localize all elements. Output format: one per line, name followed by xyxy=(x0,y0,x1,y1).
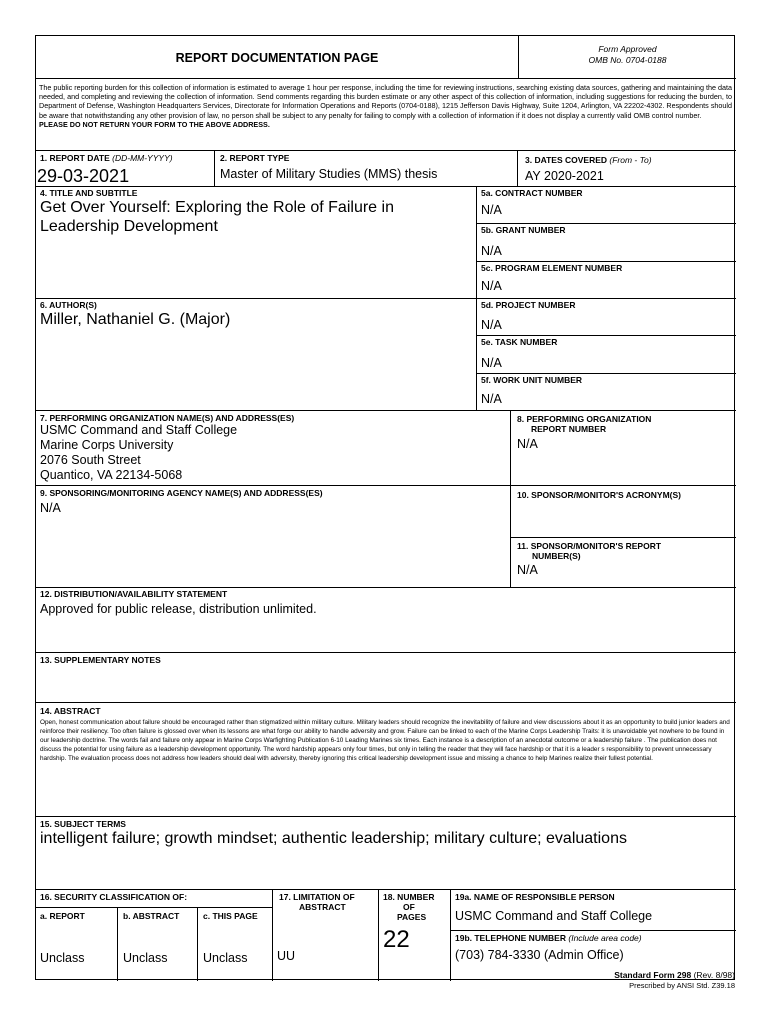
report-date-hint: (DD-MM-YYYY) xyxy=(112,153,173,163)
field-classification-this-page[interactable] xyxy=(197,907,272,981)
distribution-value: Approved for public release, distribution unlimited. xyxy=(40,602,317,616)
pages-label-1: 18. NUMBER xyxy=(383,892,435,902)
sponsor-report-label-2: NUMBER(S) xyxy=(532,551,581,561)
form-name: Standard Form 298 xyxy=(614,970,692,980)
program-element-label: 5c. PROGRAM ELEMENT NUMBER xyxy=(481,263,623,273)
header-approval-cell xyxy=(518,36,736,78)
field-sponsor-acronym[interactable] xyxy=(510,485,736,537)
field-contract-number[interactable] xyxy=(476,186,736,223)
performing-report-value: N/A xyxy=(517,437,538,451)
telephone-label: 19b. TELEPHONE NUMBER xyxy=(455,933,566,943)
field-report-date[interactable] xyxy=(36,150,214,186)
performing-org-line-3: 2076 South Street xyxy=(40,453,141,467)
field-classification-report[interactable] xyxy=(36,907,117,981)
responsible-person-value: USMC Command and Staff College xyxy=(455,909,653,923)
field-grant-number[interactable] xyxy=(476,223,736,261)
field-number-of-pages[interactable] xyxy=(378,889,450,981)
field-sponsoring-agency[interactable] xyxy=(36,485,510,587)
sponsor-report-value: N/A xyxy=(517,563,538,577)
authors-label: 6. AUTHOR(S) xyxy=(40,300,97,310)
subject-terms-value: intelligent failure; growth mindset; authentic leadership; military culture; evaluations xyxy=(40,830,627,847)
performing-org-line-4: Quantico, VA 22134-5068 xyxy=(40,468,183,482)
work-unit-value: N/A xyxy=(481,392,502,406)
form-revision: (Rev. 8/98) xyxy=(693,970,735,980)
field-supplementary-notes[interactable] xyxy=(36,652,736,702)
sponsoring-agency-value: N/A xyxy=(40,501,61,515)
dates-covered-label: 3. DATES COVERED xyxy=(525,155,608,165)
field-classification-abstract[interactable] xyxy=(117,907,197,981)
sponsor-acronym-label: 10. SPONSOR/MONITOR'S ACRONYM(S) xyxy=(517,490,682,500)
performing-org-line-1: USMC Command and Staff College xyxy=(40,423,238,437)
field-performing-organization[interactable] xyxy=(36,410,510,485)
classification-report-value: Unclass xyxy=(40,951,85,965)
page-title: REPORT DOCUMENTATION PAGE xyxy=(175,51,379,65)
classification-this-page-value: Unclass xyxy=(203,951,248,965)
field-dates-covered[interactable] xyxy=(517,150,736,186)
limitation-label-2: ABSTRACT xyxy=(299,902,346,912)
field-task-number[interactable] xyxy=(476,335,736,373)
task-number-value: N/A xyxy=(481,356,502,370)
distribution-label: 12. DISTRIBUTION/AVAILABILITY STATEMENT xyxy=(40,589,228,599)
classification-abstract-label: b. ABSTRACT xyxy=(123,911,180,921)
project-number-label: 5d. PROJECT NUMBER xyxy=(481,300,576,310)
performing-report-label-2: REPORT NUMBER xyxy=(531,424,607,434)
field-limitation-of-abstract[interactable] xyxy=(272,889,378,981)
field-report-type[interactable] xyxy=(214,150,517,186)
field-authors[interactable] xyxy=(36,298,476,410)
contract-number-value: N/A xyxy=(481,203,502,217)
field-abstract[interactable] xyxy=(36,702,736,816)
omb-number: OMB No. 0704-0188 xyxy=(588,55,667,65)
telephone-hint: (Include area code) xyxy=(568,933,642,943)
classification-abstract-value: Unclass xyxy=(123,951,168,965)
report-documentation-form xyxy=(35,35,735,980)
prescribed-by: Prescribed by ANSI Std. Z39.18 xyxy=(629,981,735,990)
burden-notice xyxy=(36,78,736,150)
performing-org-label: 7. PERFORMING ORGANIZATION NAME(S) AND ADDRESS(ES) xyxy=(40,413,295,423)
report-type-label: 2. REPORT TYPE xyxy=(220,153,290,163)
field-responsible-person[interactable] xyxy=(450,889,736,930)
contract-number-label: 5a. CONTRACT NUMBER xyxy=(481,188,583,198)
task-number-label: 5e. TASK NUMBER xyxy=(481,337,558,347)
field-performing-org-report-number[interactable] xyxy=(510,410,736,485)
sponsor-report-label-1: 11. SPONSOR/MONITOR'S REPORT xyxy=(517,541,662,551)
performing-org-line-2: Marine Corps University xyxy=(40,438,174,452)
limitation-label-1: 17. LIMITATION OF xyxy=(279,892,355,902)
program-element-value: N/A xyxy=(481,279,502,293)
work-unit-label: 5f. WORK UNIT NUMBER xyxy=(481,375,583,385)
report-date-label: 1. REPORT DATE xyxy=(40,153,110,163)
title-label: 4. TITLE AND SUBTITLE xyxy=(40,188,138,198)
dates-covered-value: AY 2020-2021 xyxy=(525,169,604,183)
header-title-cell xyxy=(36,36,518,78)
abstract-text: Open, honest communication about failure should be encouraged rather than stigmatized within military culture. Military leaders should recognize the inevitability of failure and view discussions about it as an opportunity to build junior leaders and reinforce their resiliency. Too often failure is glossed over when its lessons are what forge our ability to handle adversity and grow. Failure can be linked to each of the Marine Corps Leadership Traits: it is unavoidable yet nowhere to be found in our leadership doctrine. The words fail and failure only appear in Marine Corps Warfighting Publication 6-10 Leading Marines six times. Each instance is a description of an anecdotal outcome or a leadership failure . The publication does not discuss the potential for using failure as a leadership development opportunity. The word hardship appears only four times, but only in telling the reader that they will face hardship or that it is a leader s responsibility to prevent unnecessary hardship. The evaluation process does not address how leaders should deal with adversity, thereby ignoring this critical leadership development issue and missing a chance to help Marines realize their fullest potential. xyxy=(40,719,730,762)
form-footer xyxy=(614,970,735,991)
classification-report-label: a. REPORT xyxy=(40,911,85,921)
responsible-person-label: 19a. NAME OF RESPONSIBLE PERSON xyxy=(455,892,615,902)
grant-number-label: 5b. GRANT NUMBER xyxy=(481,225,566,235)
field-program-element-number[interactable] xyxy=(476,261,736,298)
form-approved-text: Form Approved xyxy=(598,44,657,54)
project-number-value: N/A xyxy=(481,318,502,332)
pages-label-3: PAGES xyxy=(397,912,427,922)
limitation-value: UU xyxy=(277,949,296,963)
report-type-value: Master of Military Studies (MMS) thesis xyxy=(220,167,438,181)
subject-terms-label: 15. SUBJECT TERMS xyxy=(40,819,126,829)
dates-covered-hint: (From - To) xyxy=(609,155,652,165)
pages-value: 22 xyxy=(383,926,410,953)
field-sponsor-report-number[interactable] xyxy=(510,537,736,587)
performing-report-label-1: 8. PERFORMING ORGANIZATION xyxy=(517,414,652,424)
classification-this-page-label: c. THIS PAGE xyxy=(203,911,258,921)
telephone-value: (703) 784-3330 (Admin Office) xyxy=(455,948,624,962)
field-title[interactable] xyxy=(36,186,476,298)
burden-notice-text: The public reporting burden for this collection of information is estimated to average 1 hour per response, including the time for reviewing instructions, searching existing data sources, gathering and maintaining the data needed, and completing and reviewing the collection of information. Send comments regarding this burden estimate or any other aspect of this collection of information, including suggestions for reducing the burden, to Department of Defense, Washington Headquarters Services, Directorate for Information Operations and Reports (0704-0188), 1215 Jefferson Davis Highway, Suite 1204, Arlington, VA 22202-4302. Respondents should be aware that notwithstanding any other provision of law, no person shall be subject to any penalty for failing to comply with a collection of information if it does not display a currently valid OMB control number. xyxy=(39,83,732,120)
security-classification-header xyxy=(36,889,272,907)
report-date-value: 29-03-2021 xyxy=(37,166,130,186)
sponsoring-agency-label: 9. SPONSORING/MONITORING AGENCY NAME(S) AND ADDRESS(ES) xyxy=(40,488,323,498)
grant-number-value: N/A xyxy=(481,244,502,258)
field-work-unit-number[interactable] xyxy=(476,373,736,410)
abstract-label: 14. ABSTRACT xyxy=(40,706,101,716)
field-distribution-statement[interactable] xyxy=(36,587,736,652)
authors-value: Miller, Nathaniel G. (Major) xyxy=(40,311,231,328)
do-not-return-notice: PLEASE DO NOT RETURN YOUR FORM TO THE ABOVE ADDRESS. xyxy=(39,119,270,129)
pages-label-2: OF xyxy=(403,902,415,912)
supplementary-notes-label: 13. SUPPLEMENTARY NOTES xyxy=(40,655,161,665)
field-project-number[interactable] xyxy=(476,298,736,335)
security-classification-label: 16. SECURITY CLASSIFICATION OF: xyxy=(40,892,188,902)
title-value: Get Over Yourself: Exploring the Role of Failure in Leadership Development xyxy=(40,199,394,235)
field-subject-terms[interactable] xyxy=(36,816,736,889)
